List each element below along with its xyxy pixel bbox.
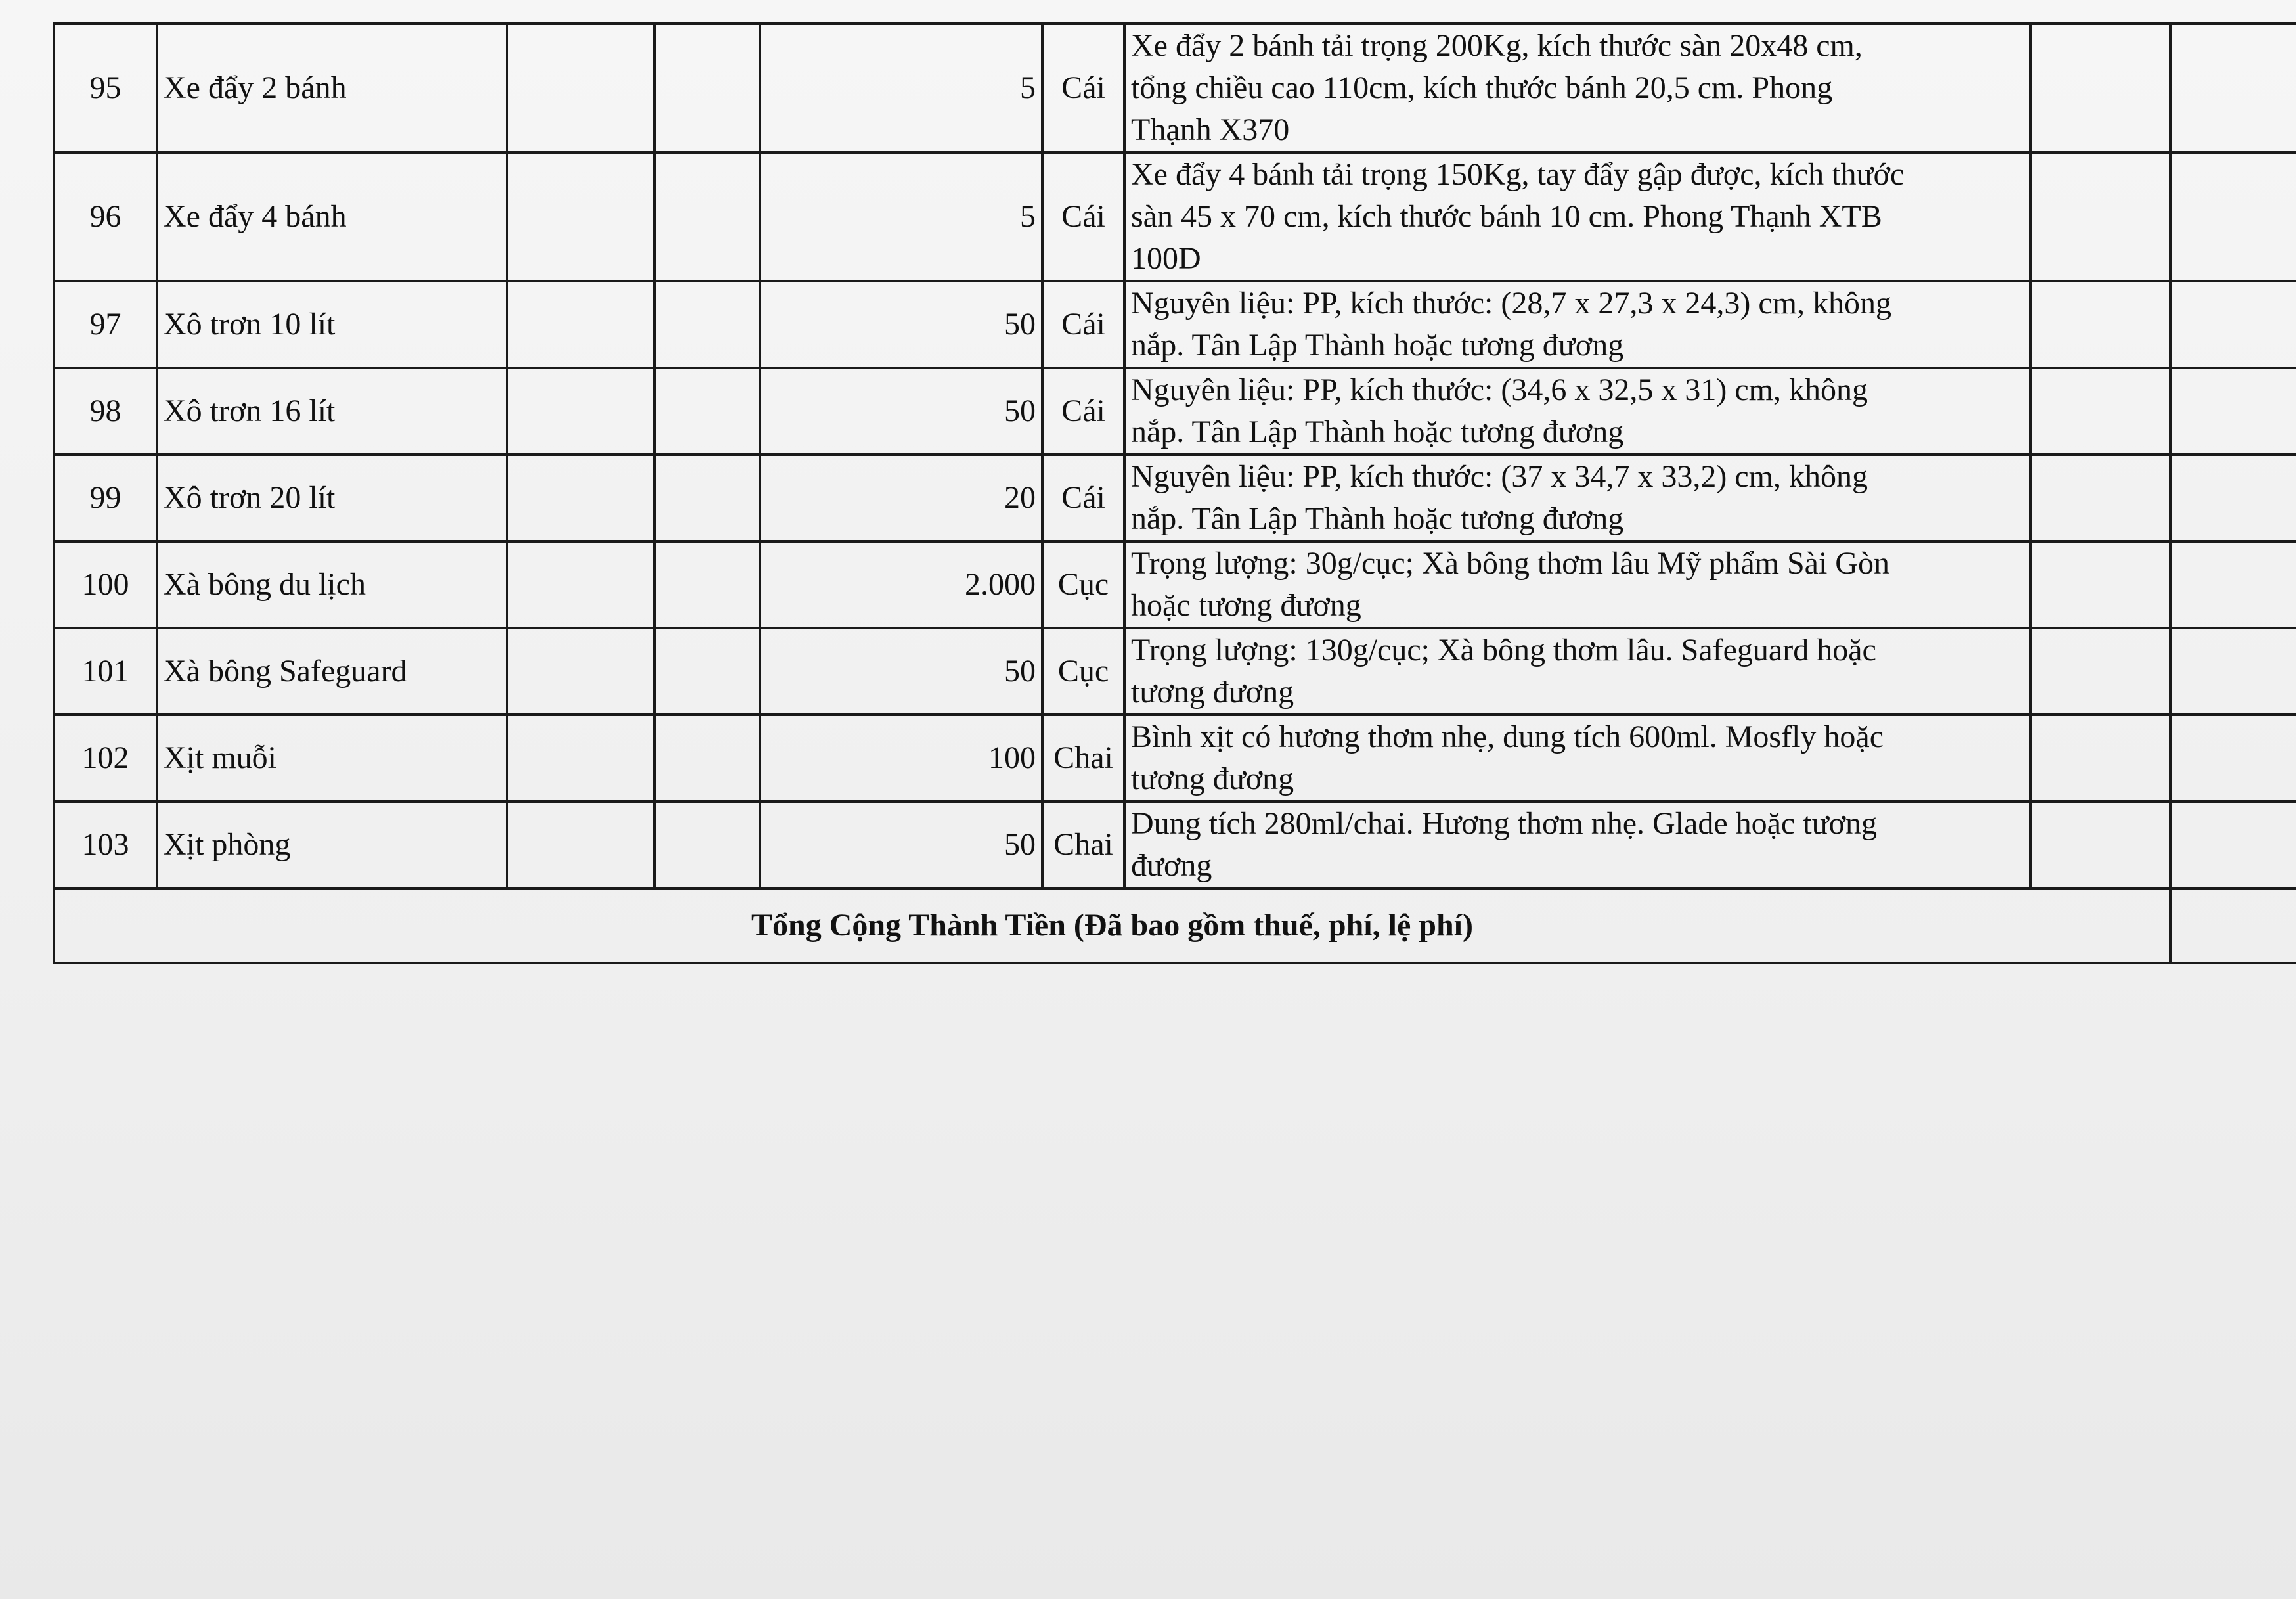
item-unit: Chai <box>1042 715 1124 801</box>
empty-cell <box>2031 368 2171 455</box>
item-quantity: 2.000 <box>760 541 1042 628</box>
item-quantity: 50 <box>760 368 1042 455</box>
description-line: Dung tích 280ml/chai. Hương thơm nhẹ. Glade hoặc tương <box>1131 806 1877 841</box>
empty-cell <box>655 455 760 541</box>
description-line: Nguyên liệu: PP, kích thước: (28,7 x 27,3 x 24,3) cm, không <box>1131 286 1891 321</box>
item-unit: Cái <box>1042 152 1124 281</box>
empty-cell <box>655 541 760 628</box>
item-unit: Cái <box>1042 368 1124 455</box>
empty-cell <box>655 801 760 888</box>
item-quantity: 5 <box>760 24 1042 152</box>
item-description <box>1124 368 2031 455</box>
empty-cell <box>2031 715 2171 801</box>
empty-cell <box>507 541 655 628</box>
total-amount-cell <box>2171 888 2296 963</box>
table-body <box>54 24 2296 963</box>
item-description <box>1124 801 2031 888</box>
item-name: Xịt phòng <box>157 801 507 888</box>
empty-cell <box>655 715 760 801</box>
total-label: Tổng Cộng Thành Tiền (Đã bao gồm thuế, phí, lệ phí) <box>54 888 2171 963</box>
empty-cell <box>2031 152 2171 281</box>
empty-cell <box>2171 801 2296 888</box>
item-unit: Chai <box>1042 801 1124 888</box>
empty-cell <box>2171 152 2296 281</box>
item-unit: Cái <box>1042 24 1124 152</box>
description-line: nắp. Tân Lập Thành hoặc tương đương <box>1131 501 1624 536</box>
description-line: Bình xịt có hương thơm nhẹ, dung tích 600ml. Mosfly hoặc <box>1131 719 1884 754</box>
price-table <box>53 22 2296 964</box>
item-quantity: 20 <box>760 455 1042 541</box>
item-unit: Cục <box>1042 541 1124 628</box>
description-line: hoặc tương đương <box>1131 588 1361 623</box>
row-number: 99 <box>54 455 157 541</box>
row-number: 103 <box>54 801 157 888</box>
row-number: 95 <box>54 24 157 152</box>
empty-cell <box>507 455 655 541</box>
total-row <box>54 888 2296 963</box>
table-row <box>54 24 2296 152</box>
empty-cell <box>655 152 760 281</box>
table-row <box>54 455 2296 541</box>
description-line: tương đương <box>1131 675 1294 709</box>
description-line: Trọng lượng: 130g/cục; Xà bông thơm lâu. Safeguard hoặc <box>1131 633 1876 667</box>
table-row <box>54 628 2296 715</box>
item-description <box>1124 24 2031 152</box>
empty-cell <box>2171 628 2296 715</box>
row-number: 97 <box>54 281 157 368</box>
item-quantity: 50 <box>760 281 1042 368</box>
empty-cell <box>507 368 655 455</box>
empty-cell <box>2171 368 2296 455</box>
item-description <box>1124 281 2031 368</box>
item-name: Xịt muỗi <box>157 715 507 801</box>
description-line: tương đương <box>1131 761 1294 796</box>
item-unit: Cái <box>1042 281 1124 368</box>
row-number: 102 <box>54 715 157 801</box>
table-row <box>54 715 2296 801</box>
item-description <box>1124 152 2031 281</box>
description-line: 100D <box>1131 241 1201 276</box>
item-description <box>1124 455 2031 541</box>
item-unit: Cục <box>1042 628 1124 715</box>
empty-cell <box>507 152 655 281</box>
empty-cell <box>2171 24 2296 152</box>
description-line: sàn 45 x 70 cm, kích thước bánh 10 cm. Phong Thạnh XTB <box>1131 199 1882 234</box>
description-line: Trọng lượng: 30g/cục; Xà bông thơm lâu Mỹ phẩm Sài Gòn <box>1131 546 1889 581</box>
description-line: Xe đẩy 4 bánh tải trọng 150Kg, tay đẩy gập được, kích thước <box>1131 157 1905 192</box>
empty-cell <box>507 628 655 715</box>
empty-cell <box>507 281 655 368</box>
item-name: Xe đẩy 4 bánh <box>157 152 507 281</box>
description-line: Thạnh X370 <box>1131 112 1290 147</box>
empty-cell <box>655 368 760 455</box>
empty-cell <box>2031 455 2171 541</box>
empty-cell <box>507 24 655 152</box>
item-name: Xô trơn 20 lít <box>157 455 507 541</box>
item-description <box>1124 628 2031 715</box>
item-name: Xà bông Safeguard <box>157 628 507 715</box>
empty-cell <box>507 715 655 801</box>
description-line: nắp. Tân Lập Thành hoặc tương đương <box>1131 328 1624 363</box>
empty-cell <box>2031 628 2171 715</box>
description-line: Xe đẩy 2 bánh tải trọng 200Kg, kích thước sàn 20x48 cm, <box>1131 28 1863 63</box>
table-row <box>54 152 2296 281</box>
empty-cell <box>655 24 760 152</box>
table-row <box>54 368 2296 455</box>
empty-cell <box>2171 281 2296 368</box>
description-line: Nguyên liệu: PP, kích thước: (34,6 x 32,5 x 31) cm, không <box>1131 372 1868 407</box>
table-row <box>54 801 2296 888</box>
empty-cell <box>2031 24 2171 152</box>
row-number: 98 <box>54 368 157 455</box>
item-quantity: 5 <box>760 152 1042 281</box>
empty-cell <box>2171 541 2296 628</box>
item-quantity: 50 <box>760 628 1042 715</box>
empty-cell <box>2031 281 2171 368</box>
empty-cell <box>2031 541 2171 628</box>
item-name: Xô trơn 10 lít <box>157 281 507 368</box>
item-description <box>1124 715 2031 801</box>
row-number: 101 <box>54 628 157 715</box>
empty-cell <box>2171 715 2296 801</box>
table-row <box>54 281 2296 368</box>
description-line: Nguyên liệu: PP, kích thước: (37 x 34,7 x 33,2) cm, không <box>1131 459 1868 494</box>
row-number: 100 <box>54 541 157 628</box>
item-description <box>1124 541 2031 628</box>
empty-cell <box>655 281 760 368</box>
description-line: đương <box>1131 848 1212 883</box>
item-name: Xô trơn 16 lít <box>157 368 507 455</box>
row-number: 96 <box>54 152 157 281</box>
description-line: nắp. Tân Lập Thành hoặc tương đương <box>1131 415 1624 449</box>
item-quantity: 100 <box>760 715 1042 801</box>
empty-cell <box>655 628 760 715</box>
empty-cell <box>2031 801 2171 888</box>
empty-cell <box>507 801 655 888</box>
description-line: tổng chiều cao 110cm, kích thước bánh 20,5 cm. Phong <box>1131 70 1833 105</box>
item-unit: Cái <box>1042 455 1124 541</box>
table-row <box>54 541 2296 628</box>
item-quantity: 50 <box>760 801 1042 888</box>
item-name: Xà bông du lịch <box>157 541 507 628</box>
item-name: Xe đẩy 2 bánh <box>157 24 507 152</box>
empty-cell <box>2171 455 2296 541</box>
